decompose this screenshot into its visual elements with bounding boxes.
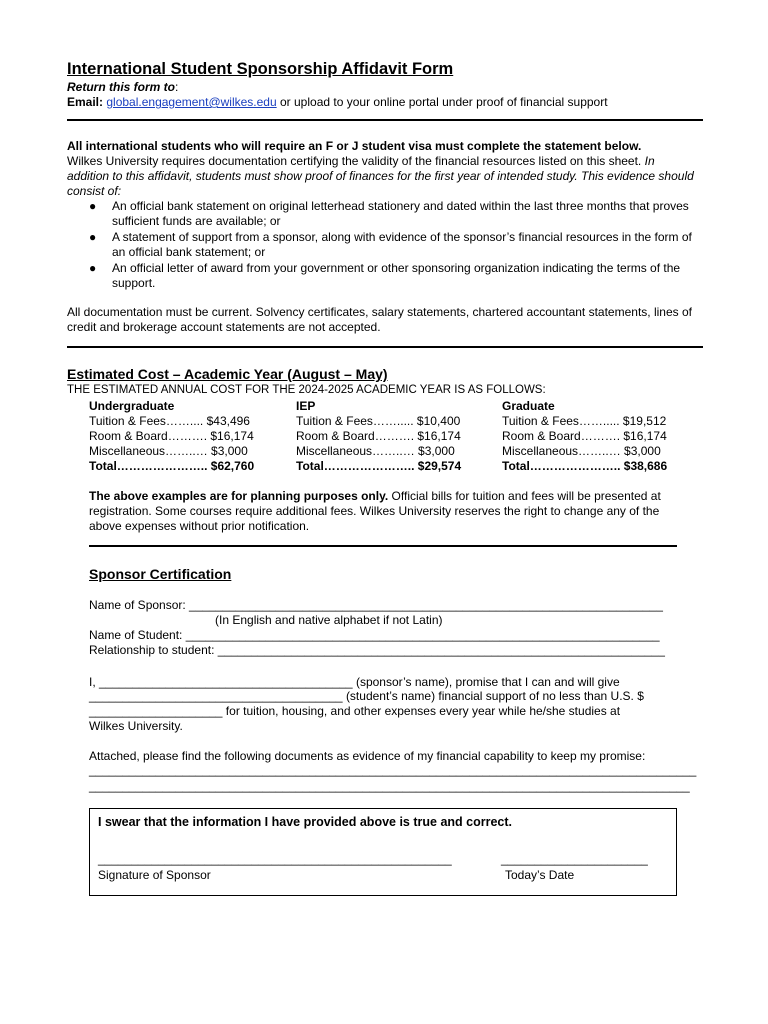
attached-documents-label: Attached, please find the following documents as evidence of my financial capability to keep my promise: <box>89 749 646 763</box>
visa-statement: All international students who will require an F or J student visa must complete the statement below. <box>67 139 642 153</box>
attached-documents-line[interactable]: ___________________________________________________________________________________________ <box>89 763 697 777</box>
signature-label: Signature of Sponsor <box>98 868 211 882</box>
page-title: International Student Sponsorship Affidavit Form <box>67 60 454 78</box>
return-colon: : <box>175 80 179 94</box>
column-title: IEP <box>296 399 316 413</box>
email-line <box>67 95 608 110</box>
divider-top <box>67 119 703 121</box>
cost-row: Miscellaneous……..… $3,000 <box>502 444 661 458</box>
bullet-icon: ● <box>89 230 97 244</box>
email-label: Email: <box>67 95 104 109</box>
promise-line-2[interactable]: ______________________________________ (student’s name) financial support of no less than U.S. $ <box>89 689 644 703</box>
cost-total: Total………………….. $29,574 <box>296 459 462 473</box>
date-label: Today’s Date <box>505 868 575 882</box>
requirements-plain: Wilkes University requires documentation certifying the validity of the financial resources listed on this sheet. <box>67 154 642 168</box>
cost-heading: Estimated Cost – Academic Year (August – May) <box>67 366 388 382</box>
sponsor-name-field[interactable]: Name of Sponsor: _______________________________________________________________________ <box>89 598 663 612</box>
column-title: Graduate <box>502 399 555 413</box>
cost-total: Total………………….. $38,686 <box>502 459 668 473</box>
cost-row: Tuition & Fees……..... $19,512 <box>502 414 667 428</box>
return-line <box>67 80 178 95</box>
attached-documents-line[interactable]: __________________________________________________________________________________________ <box>89 779 690 793</box>
bullet-icon: ● <box>89 261 97 275</box>
cost-row: Tuition & Fees……..... $10,400 <box>296 414 461 428</box>
documentation-requirements <box>67 154 697 199</box>
cost-row: Miscellaneous……..… $3,000 <box>296 444 455 458</box>
oath-statement: I swear that the information I have provided above is true and correct. <box>98 815 512 829</box>
documentation-note: All documentation must be current. Solvency certificates, salary statements, chartered accountant statements, lines of credit and brokerage account statements are not accepted. <box>67 305 692 334</box>
list-item: ● An official bank statement on original letterhead stationery and dated within the last three months that proves sufficient funds are available; or <box>89 199 689 228</box>
sponsor-heading: Sponsor Certification <box>89 566 232 582</box>
cost-column-iep <box>296 399 461 474</box>
cost-row: Room & Board………. $16,174 <box>296 429 461 443</box>
return-label: Return this form to <box>67 80 175 94</box>
cost-row: Room & Board………. $16,174 <box>89 429 254 443</box>
cost-column-graduate <box>502 399 667 474</box>
signature-line[interactable]: _____________________________________________________ <box>98 852 452 866</box>
divider-middle <box>67 346 703 348</box>
bullet-icon: ● <box>89 199 97 213</box>
date-line[interactable]: ______________________ <box>501 852 648 866</box>
requirements-italic: In addition to this affidavit, students must show proof of finances for the first year of intended study. This evidence should consist of: <box>67 154 694 198</box>
email-suffix: or upload to your online portal under proof of financial support <box>280 95 608 109</box>
planning-note-bold: The above examples are for planning purposes only. <box>89 489 389 503</box>
evidence-list <box>89 199 693 292</box>
cost-row: Room & Board………. $16,174 <box>502 429 667 443</box>
alphabet-note: (In English and native alphabet if not Latin) <box>215 613 443 627</box>
promise-line-1[interactable]: I, ______________________________________ (sponsor’s name), promise that I can and will give <box>89 675 620 689</box>
column-title: Undergraduate <box>89 399 175 413</box>
promise-line-3[interactable]: ____________________ for tuition, housing, and other expenses every year while he/she studies at <box>89 704 621 718</box>
divider-cost <box>89 545 677 547</box>
email-link[interactable]: global.engagement@wilkes.edu <box>106 95 277 109</box>
cost-subheading: THE ESTIMATED ANNUAL COST FOR THE 2024-2025 ACADEMIC YEAR IS AS FOLLOWS: <box>67 384 546 396</box>
cost-total: Total………………….. $62,760 <box>89 459 255 473</box>
cost-row: Miscellaneous……..… $3,000 <box>89 444 248 458</box>
list-item: ● An official letter of award from your government or other sponsoring organization indicating the terms of the support. <box>89 261 681 290</box>
student-name-field[interactable]: Name of Student: _______________________________________________________________________ <box>89 628 660 642</box>
cost-row: Tuition & Fees…….... $43,496 <box>89 414 250 428</box>
planning-note-text: Official bills for tuition and fees will be presented at registration. Some courses require additional fees. Wilkes University reserves the right to change any of the above expenses without prior notification. <box>89 489 661 533</box>
relationship-field[interactable]: Relationship to student: ___________________________________________________________________ <box>89 643 665 657</box>
promise-line-4: Wilkes University. <box>89 719 183 733</box>
list-item: ● A statement of support from a sponsor, along with evidence of the sponsor’s financial resources in the form of an official bank statement; or <box>89 230 692 259</box>
cost-column-undergraduate <box>89 399 254 474</box>
planning-note <box>89 489 689 534</box>
